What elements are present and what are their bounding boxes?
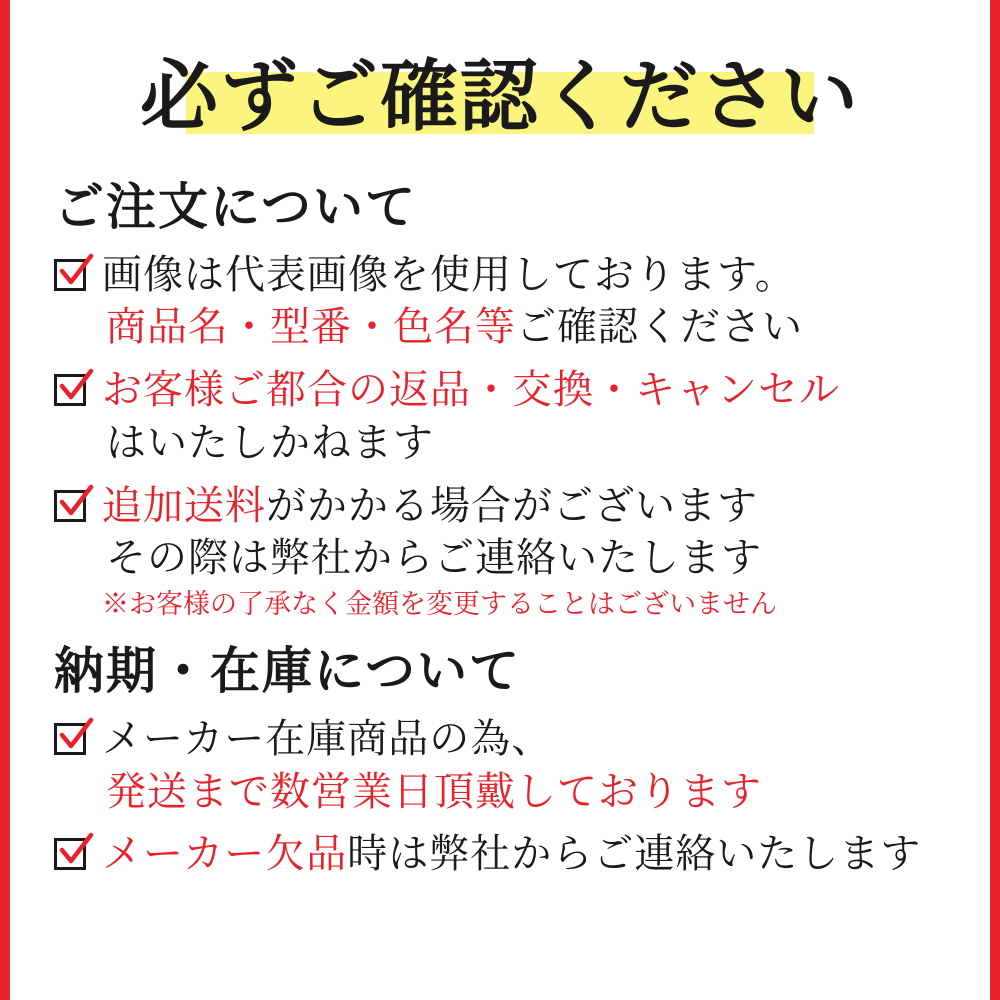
text-note: ※お客様の了承なく金額を変更することはございません	[102, 589, 777, 621]
right-red-border	[990, 0, 1000, 1000]
section-heading-orders: ご注文について	[54, 177, 417, 236]
checkbox-checked-icon	[52, 255, 94, 297]
list-item-text	[102, 713, 952, 819]
check-mark-icon	[56, 253, 94, 291]
check-mark-icon	[56, 484, 94, 522]
check-mark-icon	[56, 832, 94, 870]
notice-content	[10, 0, 990, 1000]
text-red: 商品名・型番・色名等	[106, 304, 516, 351]
list-item	[52, 828, 952, 881]
list-item-text	[102, 364, 952, 470]
text-line: メーカー在庫商品の為、	[102, 715, 553, 762]
text-line: その際は弊社からご連絡いたします	[106, 535, 762, 582]
text-line: 発送まで数営業日頂戴しております	[106, 768, 762, 815]
page-title-text: 必ずご確認ください	[139, 51, 860, 142]
list-item	[52, 480, 952, 623]
page-title	[48, 42, 952, 154]
text-line	[102, 301, 952, 354]
text-red: 追加送料	[102, 482, 266, 529]
checkbox-checked-icon	[52, 486, 94, 528]
text-line: はいたしかねます	[106, 419, 434, 466]
list-item-text	[102, 480, 952, 623]
text-line: お客様ご都合の返品・交換・キャンセル	[102, 367, 840, 414]
checkbox-checked-icon	[52, 834, 94, 876]
check-mark-icon	[56, 368, 94, 406]
check-mark-icon	[56, 717, 94, 755]
text-line: 画像は代表画像を使用しております。	[102, 251, 796, 298]
text-red: メーカー欠品	[102, 831, 348, 878]
text-black: ご確認ください	[516, 304, 803, 351]
list-item	[52, 713, 952, 819]
section-heading-delivery: 納期・在庫について	[54, 641, 521, 701]
list-item-text	[102, 828, 952, 881]
list-item	[52, 364, 952, 470]
checkbox-checked-icon	[52, 719, 94, 761]
list-item	[52, 249, 952, 355]
text-black: がかかる場合がございます	[266, 482, 758, 529]
text-line	[102, 828, 952, 881]
left-red-border	[0, 0, 10, 1000]
text-line	[102, 480, 952, 533]
list-item-text	[102, 249, 952, 355]
checkbox-checked-icon	[52, 370, 94, 412]
text-black: 時は弊社からご連絡いたします	[347, 831, 922, 878]
